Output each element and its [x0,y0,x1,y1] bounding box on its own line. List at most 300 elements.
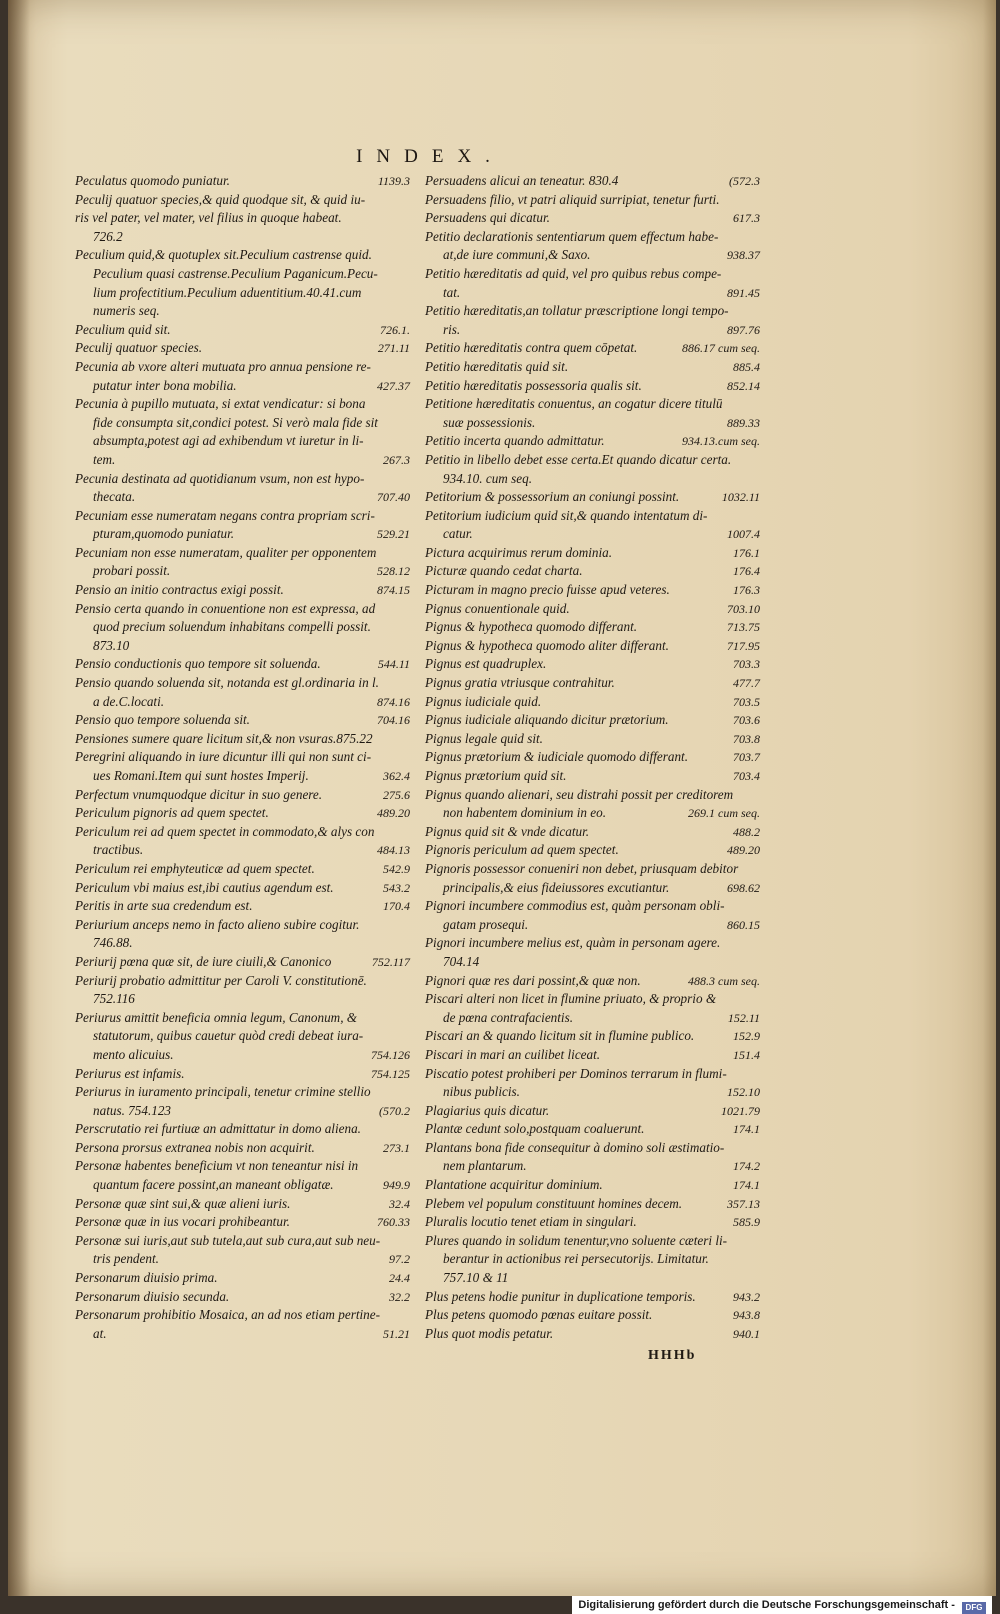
index-entry-text: Periurus in iuramento principali, tenetur crimine stellio [75,1084,371,1100]
index-entry-text: statutorum, quibus cauetur quòd credi debeat iura- [93,1028,364,1044]
index-entry [75,1083,410,1102]
index-entry-reference: 885.4 [733,359,760,374]
index-entry [425,1269,760,1288]
index-entry-text: tat. [443,284,461,300]
index-entry-text: Pignori incumbere melius est, quàm in personam agere. [425,935,721,951]
index-entry-text: Personæ quæ in ius vocari prohibeantur. [75,1214,290,1230]
index-entry [425,209,760,228]
left-index-column [75,172,410,1343]
index-entry [425,953,760,972]
index-entry [425,804,760,823]
index-entry-text: Peculium quid sit. [75,321,171,337]
index-entry-reference: 703.6 [733,713,760,728]
index-entry [425,1046,760,1065]
index-entry-text: Periculum pignoris ad quem spectet. [75,805,269,821]
index-entry [425,1306,760,1325]
index-entry-text: Personarum prohibitio Mosaica, an ad nos etiam pertine- [75,1307,380,1323]
index-entry-text: tem. [93,451,116,467]
index-entry [425,525,760,544]
index-entry-text: Piscari in mari an cuilibet liceat. [425,1046,601,1062]
index-entry-text: Pignus quando alienari, seu distrahi possit per creditorem [425,786,734,802]
index-entry-reference: 427.37 [377,378,410,393]
index-entry-text: Personæ sui iuris,aut sub tutela,aut sub cura,aut sub neu- [75,1232,381,1248]
index-entry-text: Periurij probatio admittitur per Caroli V. constitutionē. [75,972,367,988]
index-entry-text: Pignus & hypotheca quomodo differant. [425,619,638,635]
index-entry [425,748,760,767]
index-entry [75,1250,410,1269]
index-entry-reference: 1007.4 [727,527,760,542]
digitization-footer [572,1596,992,1614]
index-entry-text: Pignus prætorium quid sit. [425,768,567,783]
index-entry-reference: 273.1 [383,1140,410,1155]
index-entry-text: Peculium quid,& quotuplex sit.Peculium castrense quid. [75,247,372,263]
index-entry-reference: 176.4 [733,564,760,579]
index-entry-text: Peculium quasi castrense.Peculium Paganicum.Pecu- [93,265,378,281]
index-entry-reference: 152.11 [727,1010,760,1025]
index-entry-reference: 32.4 [389,1196,410,1211]
index-entry [425,1157,760,1176]
index-entry [75,1306,410,1325]
index-entry-text: quod precium soluendum inhabitans compelli possit. [93,619,371,635]
index-entry-reference: 1021.79 [721,1103,760,1118]
index-entry-reference: 703.10 [727,601,760,616]
index-entry-text: Perfectum vnumquodque dicitur in suo genere. [75,786,323,802]
index-entry [425,395,760,414]
index-entry [75,916,410,935]
index-entry-text: Plantatione acquiritur dominium. [425,1177,603,1193]
index-entry-text: Plus petens quomodo pœnas euitare possit. [425,1307,653,1323]
index-entry-reference: 752.117 [371,954,410,969]
index-entry-text: Petitio hæreditatis contra quem cōpetat. [425,340,638,356]
index-entry [75,507,410,526]
index-entry-reference: 170.4 [383,899,410,914]
index-entry-reference: 698.62 [727,880,760,895]
index-entry-text: Pensio certa quando in conuentione non est expressa, ad [75,600,376,616]
index-entry [75,860,410,879]
index-entry [425,284,760,303]
index-entry [75,1027,410,1046]
index-entry-reference: 860.15 [727,917,760,932]
index-entry-reference: 704.16 [377,713,410,728]
index-entry-text: putatur inter bona mobilia. [93,377,237,393]
index-entry-text: Periurus est infamis. [75,1065,185,1081]
index-entry-text: Plebem vel populum constituunt homines decem. [425,1195,683,1211]
index-entry [425,823,760,842]
index-entry-text: Peritis in arte sua credendum est. [75,898,253,914]
index-entry [425,860,760,879]
index-entry-text: Persuadens filio, vt patri aliquid surripiat, tenetur furti. [425,191,720,207]
index-entry [75,209,410,228]
index-entry-text: Piscari an & quando licitum sit in flumine publico. [425,1028,695,1044]
index-entry-text: Periurus amittit beneficia omnia legum, Canonum, & [75,1009,358,1025]
index-entry [425,600,760,619]
index-entry-reference: 477.7 [733,676,760,691]
index-entry-reference: 543.2 [383,880,410,895]
index-entry-text: Petitio declarationis sententiarum quem effectum habe- [425,228,719,244]
index-entry-text: natus. 754.123 [93,1102,172,1118]
index-entry-reference: 528.12 [377,564,410,579]
page-header: INDEX. [356,146,504,167]
index-entry-text: catur. [443,526,473,542]
index-entry [75,674,410,693]
index-entry [425,618,760,637]
index-entry-reference: 874.15 [377,583,410,598]
index-entry [75,1120,410,1139]
index-entry-reference: 529.21 [377,527,410,542]
index-entry-text: Piscari alteri non licet in flumine priuato, & proprio & [425,991,717,1007]
index-entry [425,544,760,563]
index-entry-reference: 362.4 [383,769,410,783]
right-index-column [425,172,760,1343]
index-entry-reference: 943.2 [733,1289,760,1304]
index-entry [75,191,410,210]
index-entry-reference: 24.4 [389,1271,410,1286]
index-entry-reference: 891.45 [727,285,760,300]
index-entry [425,172,760,191]
index-entry [75,172,410,191]
index-entry [425,1120,760,1139]
index-entry [75,1065,410,1084]
index-entry-reference: 489.20 [727,843,760,858]
index-entry-text: Pignoris possessor conueniri non debet, priusquam debitor [425,860,739,876]
index-entry-text: tris pendent. [93,1251,159,1267]
index-entry [425,1288,760,1307]
index-entry [425,1102,760,1121]
index-entry [425,1232,760,1251]
index-entry-reference: 754.126 [371,1047,410,1062]
index-entry [425,451,760,470]
index-entry [425,934,760,953]
index-entry-text: gatam prosequi. [443,916,529,932]
index-entry-text: a de.C.locati. [93,693,165,709]
index-entry-reference: 707.40 [377,490,410,505]
index-entry-text: 752.116 [93,991,135,1007]
index-entry-reference: 174.1 [733,1178,760,1193]
index-entry-text: Pignus & hypotheca quomodo aliter differant. [425,637,669,653]
index-entry [425,730,760,749]
index-entry [75,228,410,247]
index-entry-text: Pluralis locutio tenet etiam in singulari. [425,1214,637,1230]
index-entry [75,730,410,749]
index-entry-text: ris vel pater, vel mater, vel filius in quoque habeat. [75,210,342,226]
index-entry-text: at. [93,1325,107,1341]
index-entry [425,1027,760,1046]
index-entry-text: Pignus conuentionale quid. [425,600,570,616]
index-entry-reference: 1139.3 [377,174,410,188]
index-entry-reference: 484.13 [377,843,410,858]
index-entry [75,767,410,786]
index-entry [75,934,410,953]
index-entry [425,470,760,489]
index-entry [75,321,410,340]
index-entry [425,1325,760,1344]
index-entry [75,711,410,730]
index-entry-reference: 726.1. [380,322,410,337]
index-entry-text: 934.10. cum seq. [443,470,533,486]
index-entry-text: Pecunia ab vxore alteri mutuata pro annua pensione re- [75,358,371,374]
index-entry-text: Pecuniam esse numeratam negans contra propriam scri- [75,507,375,523]
index-entry-text: non habentem dominium in eo. [443,805,606,821]
index-entry [75,377,410,396]
index-entry-text: 704.14 [443,953,480,969]
index-entry-reference: (572.3 [729,174,760,188]
index-entry [75,637,410,656]
index-entry [425,228,760,247]
index-entry [75,488,410,507]
index-entry [425,507,760,526]
index-entry-text: Pignus iudiciale quid. [425,693,542,709]
index-entry [75,339,410,358]
index-entry-reference: 874.16 [377,694,410,709]
index-entry-text: ues Romani.Item qui sunt hostes Imperij. [93,768,309,783]
index-entry-text: lium profectitium.Peculium aduentitium.40.41.cum [93,284,362,300]
index-entry-text: numeris seq. [93,303,160,319]
index-entry-text: Petitione hæreditatis conuentus, an cogatur dicere titulū [425,396,723,412]
index-entry [75,804,410,823]
index-entry-reference: 949.9 [383,1178,410,1193]
index-entry [425,972,760,991]
index-entry-text: Plus petens hodie punitur in duplicatione temporis. [425,1288,696,1304]
index-entry-text: Petitio hæreditatis ad quid, vel pro quibus rebus compe- [425,265,722,281]
index-entry [425,637,760,656]
index-entry [425,432,760,451]
index-entry-text: Personæ habentes beneficium vt non teneantur nisi in [75,1158,359,1174]
index-entry-text: Pignus quid sit & vnde dicatur. [425,823,590,839]
index-entry-reference: 889.33 [727,415,760,430]
index-entry-reference: 271.11 [377,341,410,356]
index-entry [75,823,410,842]
index-entry [75,618,410,637]
index-entry-text: Periculum rei emphyteuticæ ad quem spectet. [75,860,315,876]
index-entry-reference: 51.21 [383,1326,410,1341]
index-entry-reference: 174.1 [733,1122,760,1137]
index-entry [425,990,760,1009]
index-entry-reference: 275.6 [383,787,410,802]
index-entry [425,1213,760,1232]
dfg-logo-icon: DFG [962,1602,986,1614]
index-entry-text: quantum facere possint,an maneant obligatæ. [93,1177,334,1193]
catchword: HHHb [648,1348,697,1363]
index-entry-text: Plus quot modis petatur. [425,1325,554,1341]
index-entry-text: Petitio incerta quando admittatur. [425,433,605,449]
index-entry-reference: 943.8 [733,1308,760,1323]
index-entry-text: Periculum rei ad quem spectet in commodato,& alys con [75,823,375,839]
index-entry-text: fide consumpta sit,condici potest. Si verò mala fide sit [93,414,378,430]
index-entry [75,1176,410,1195]
index-entry-text: Pictura acquirimus rerum dominia. [425,544,613,560]
index-entry [75,655,410,674]
index-entry [75,284,410,303]
index-entry-reference: 934.13.cum seq. [682,434,760,449]
index-entry-reference: (570.2 [379,1103,410,1118]
index-entry-text: Petitio hæreditatis possessoria qualis sit. [425,377,642,393]
index-entry [425,1065,760,1084]
index-entry-reference: 713.75 [727,620,760,635]
index-entry-text: Pensio quando soluenda sit, notanda est gl.ordinaria in l. [75,675,379,691]
index-entry-text: Petitorium & possessorium an coniungi possint. [425,489,680,505]
index-entry [425,265,760,284]
index-entry [75,265,410,284]
index-entry-reference: 617.3 [733,211,760,226]
index-entry-text: Picturam in magno precio fuisse apud veteres. [425,582,670,598]
index-entry [425,916,760,935]
index-entry-text: Plagiarius quis dicatur. [425,1102,550,1118]
index-entry-reference: 886.17 cum seq. [682,341,760,356]
index-entry-text: Petitio hæreditatis quid sit. [425,358,569,374]
index-entry-text: Plantæ cedunt solo,postquam coaluerunt. [425,1121,645,1137]
index-entry-text: Periurij pœna quæ sit, de iure ciuili,& Canonico [75,953,332,969]
index-entry [425,191,760,210]
index-entry [75,302,410,321]
index-entry-text: Peculij quatuor species,& quid quodque sit, & quid iu- [75,191,366,207]
index-entry [425,674,760,693]
index-entry-text: at,de iure communi,& Saxo. [443,247,591,263]
index-entry-reference: 544.11 [377,657,410,672]
index-entry-reference: 488.2 [733,824,760,839]
index-entry [75,358,410,377]
index-entry [75,1232,410,1251]
index-entry [425,655,760,674]
index-entry-text: pturam,quomodo puniatur. [93,526,235,542]
index-entry-reference: 897.76 [727,322,760,337]
index-entry [75,879,410,898]
index-entry-text: Plantans bona fide consequitur à domino soli æstimatio- [425,1139,725,1155]
index-entry [425,711,760,730]
index-entry [75,897,410,916]
index-entry-reference: 852.14 [727,378,760,393]
index-entry-text: mento alicuius. [93,1046,174,1062]
index-entry-text: Perscrutatio rei furtiuæ an admittatur in domo aliena. [75,1121,361,1137]
index-entry-text: Pignus legale quid sit. [425,730,543,746]
index-entry-text: principalis,& eius fideiussores excutiantur. [443,879,670,895]
index-entry-text: Personarum diuisio secunda. [75,1288,230,1304]
index-entry-reference: 585.9 [733,1215,760,1230]
index-entry [425,246,760,265]
index-entry [425,1250,760,1269]
index-entry [425,1139,760,1158]
index-entry-reference: 940.1 [733,1326,760,1341]
index-entry-text: Pensio conductionis quo tempore sit soluenda. [75,656,321,672]
index-entry-text: Petitio in libello debet esse certa.Et quando dicatur certa. [425,451,732,467]
index-entry-reference: 489.20 [377,806,410,821]
index-entry [75,1195,410,1214]
index-entry-text: Pignus est quadruplex. [425,656,547,672]
index-entry-reference: 174.2 [733,1159,760,1174]
index-entry-text: Persona prorsus extranea nobis non acquirit. [75,1139,315,1155]
index-entry-text: de pœna contrafacientis. [443,1009,574,1025]
index-entry-reference: 703.7 [733,750,760,765]
index-entry-reference: 703.4 [733,769,760,783]
index-entry-text: Periurium anceps nemo in facto alieno subire cogitur. [75,916,360,932]
index-entry-text: 746.88. [93,935,133,951]
index-entry [75,600,410,619]
index-entry-reference: 152.10 [727,1085,760,1100]
index-entry [75,1288,410,1307]
index-entry [425,581,760,600]
index-entry [425,377,760,396]
index-entry [425,562,760,581]
index-entry-text: thecata. [93,489,136,505]
index-entry-reference: 542.9 [383,861,410,876]
index-entry [75,544,410,563]
index-entry-text: tractibus. [93,842,144,858]
index-entry [425,1009,760,1028]
index-entry-reference: 488.3 cum seq. [688,973,760,988]
index-entry [75,748,410,767]
index-entry [425,302,760,321]
index-entry-reference: 760.33 [377,1215,410,1230]
index-entry-text: absumpta,potest agi ad exhibendum vt iuretur in li- [93,433,364,449]
index-entry [425,414,760,433]
index-entry [425,786,760,805]
index-entry [75,246,410,265]
index-entry [75,1269,410,1288]
index-entry [425,767,760,786]
index-entry [75,990,410,1009]
index-entry [75,581,410,600]
index-entry-reference: 32.2 [389,1289,410,1304]
index-entry-reference: 1032.11 [721,490,760,505]
index-entry [425,1176,760,1195]
index-entry-text: Peregrini aliquando in iure dicuntur illi qui non sunt ci- [75,749,372,765]
index-entry-reference: 703.5 [733,694,760,709]
index-entry [75,1325,410,1344]
index-entry-reference: 717.95 [727,638,760,653]
index-entry [425,693,760,712]
index-entry-text: Plures quando in solidum tenentur,vno soluente cæteri li- [425,1232,728,1248]
index-entry-text: Pignus prætorium & iudiciale quomodo differant. [425,749,689,765]
index-entry [75,841,410,860]
index-entry [425,1195,760,1214]
index-entry [425,897,760,916]
index-entry-text: Peculatus quomodo puniatur. [75,173,230,188]
index-entry-text: Personæ quæ sint sui,& quæ alieni iuris. [75,1195,291,1211]
index-entry-text: Pignori quæ res dari possint,& quæ non. [425,972,641,988]
index-entry [425,1083,760,1102]
index-entry-reference: 938.37 [727,248,760,263]
footer-text: Digitalisierung gefördert durch die Deutsche Forschungsgemeinschaft - [578,1599,955,1611]
index-entry-text: Picturæ quando cedat charta. [425,563,583,579]
index-entry-text: 873.10 [93,637,130,653]
index-entry-reference: 357.13 [727,1196,760,1211]
index-entry-text: 757.10 & 11 [443,1270,509,1286]
index-entry [75,414,410,433]
index-entry [75,1139,410,1158]
index-entry-reference: 176.1 [733,545,760,560]
index-entry [75,451,410,470]
index-entry-reference: 754.125 [371,1066,410,1081]
index-entry [75,953,410,972]
index-entry [75,395,410,414]
index-entry-text: suæ possessionis. [443,414,536,430]
index-entry [75,432,410,451]
index-entry-text: berantur in actionibus rei persecutorijs. Limitatur. [443,1251,709,1267]
index-entry-text: Persuadens alicui an teneatur. 830.4 [425,173,619,188]
index-entry-text: Pignori incumbere commodius est, quàm personam obli- [425,898,725,914]
index-entry-text: nibus publicis. [443,1084,520,1100]
index-entry-text: Pignus gratia vtriusque contrahitur. [425,675,615,691]
index-entry [425,339,760,358]
index-entry-reference: 176.3 [733,583,760,598]
page-gutter-shadow [8,0,30,1596]
index-entry [75,1102,410,1121]
index-entry-text: Petitorium iudicium quid sit,& quando intentatum di- [425,507,708,523]
index-entry [75,1046,410,1065]
index-entry-text: Pignoris periculum ad quem spectet. [425,842,619,858]
index-entry [75,562,410,581]
index-entry-text: Piscatio potest prohiberi per Dominos terrarum in flumi- [425,1065,727,1081]
index-entry-reference: 267.3 [383,452,410,467]
